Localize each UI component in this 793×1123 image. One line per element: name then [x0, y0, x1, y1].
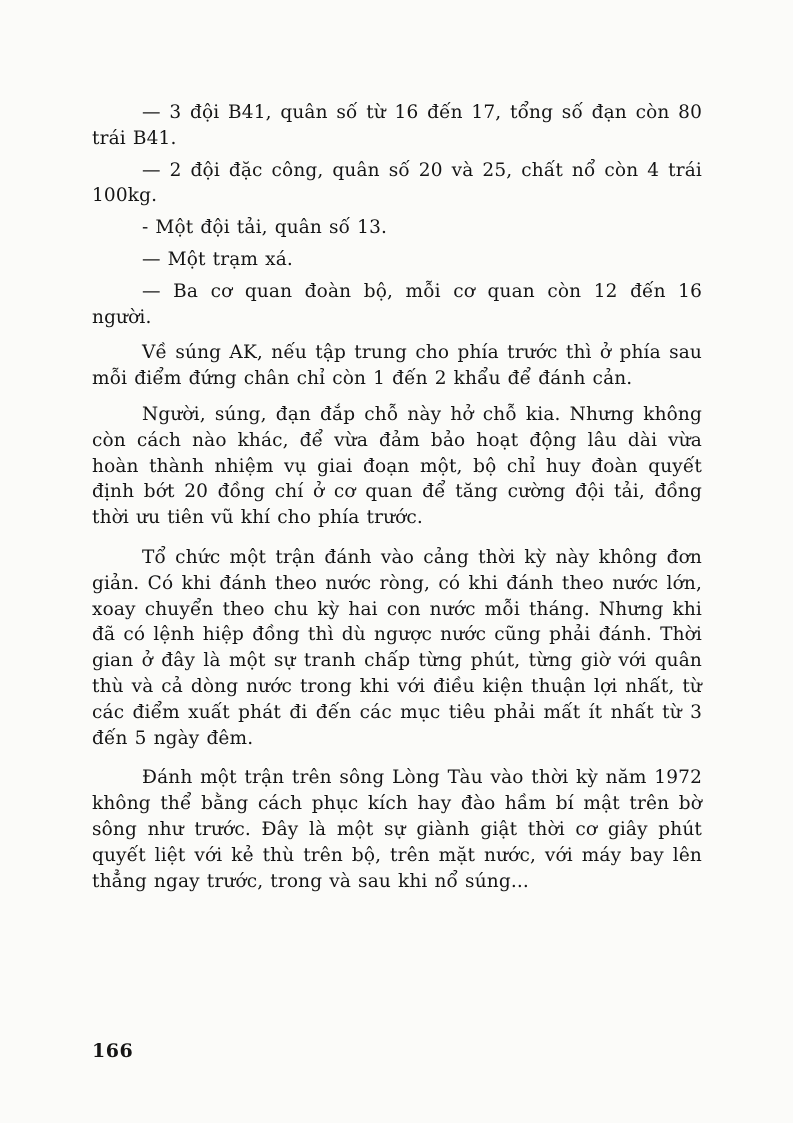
list-item-command-units: — Ba cơ quan đoàn bộ, mỗi cơ quan còn 12 đến 16 người. [92, 280, 702, 328]
page-number: 166 [92, 1040, 134, 1062]
list-item-transport-team: - Một đội tải, quân số 13. [142, 217, 388, 239]
list-item-b41-teams: — 3 đội B41, quân số từ 16 đến 17, tổng số đạn còn 80 trái B41. [92, 102, 702, 149]
paragraph-long-tau-river: Đánh một trận trên sông Lòng Tàu vào thời kỳ năm 1972 không thể bằng cách phục kích hay đào hầm bí mật trên bờ sông như trước. Đây là một sự giành giật thời cơ giây phút quyết liệt với kẻ thù trên bộ, trên mặt nước, với máy bay lên thẳng ngay trước, trong và sau khi nổ súng... [92, 767, 702, 892]
list-item-aid-station: — Một trạm xá. [142, 248, 293, 270]
paragraph-port-attack: Tổ chức một trận đánh vào cảng thời kỳ này không đơn giản. Có khi đánh theo nước ròng, có khi đánh theo nước lớn, xoay chuyển theo chu kỳ hai con nước mỗi tháng. Nhưng khi đã có lệnh hiệp đồng thì dù ngược nước cũng phải đánh. Thời gian ở đây là một sự tranh chấp từng phút, từng giờ với quân thù và cả dòng nước trong khi với điều kiện thuận lợi nhất, từ các điểm xuất phát đi đến các mục tiêu phải mất ít nhất từ 3 đến 5 ngày đêm. [92, 546, 702, 749]
paragraph-ak-rifles: Về súng AK, nếu tập trung cho phía trước thì ở phía sau mỗi điểm đứng chân chỉ còn 1 đến 2 khẩu để đánh cản. [92, 342, 702, 390]
paragraph-resources: Người, súng, đạn đắp chỗ này hở chỗ kia. Nhưng không còn cách nào khác, để vừa đảm bảo hoạt động lâu dài vừa hoàn thành nhiệm vụ giai đoạn một, bộ chỉ huy đoàn quyết định bớt 20 đồng chí ở cơ quan để tăng cường đội tải, đồng thời ưu tiên vũ khí cho phía trước. [92, 403, 702, 529]
list-item-sapper-teams: — 2 đội đặc công, quân số 20 và 25, chất nổ còn 4 trái 100kg. [92, 159, 702, 207]
body-text [92, 100, 702, 894]
